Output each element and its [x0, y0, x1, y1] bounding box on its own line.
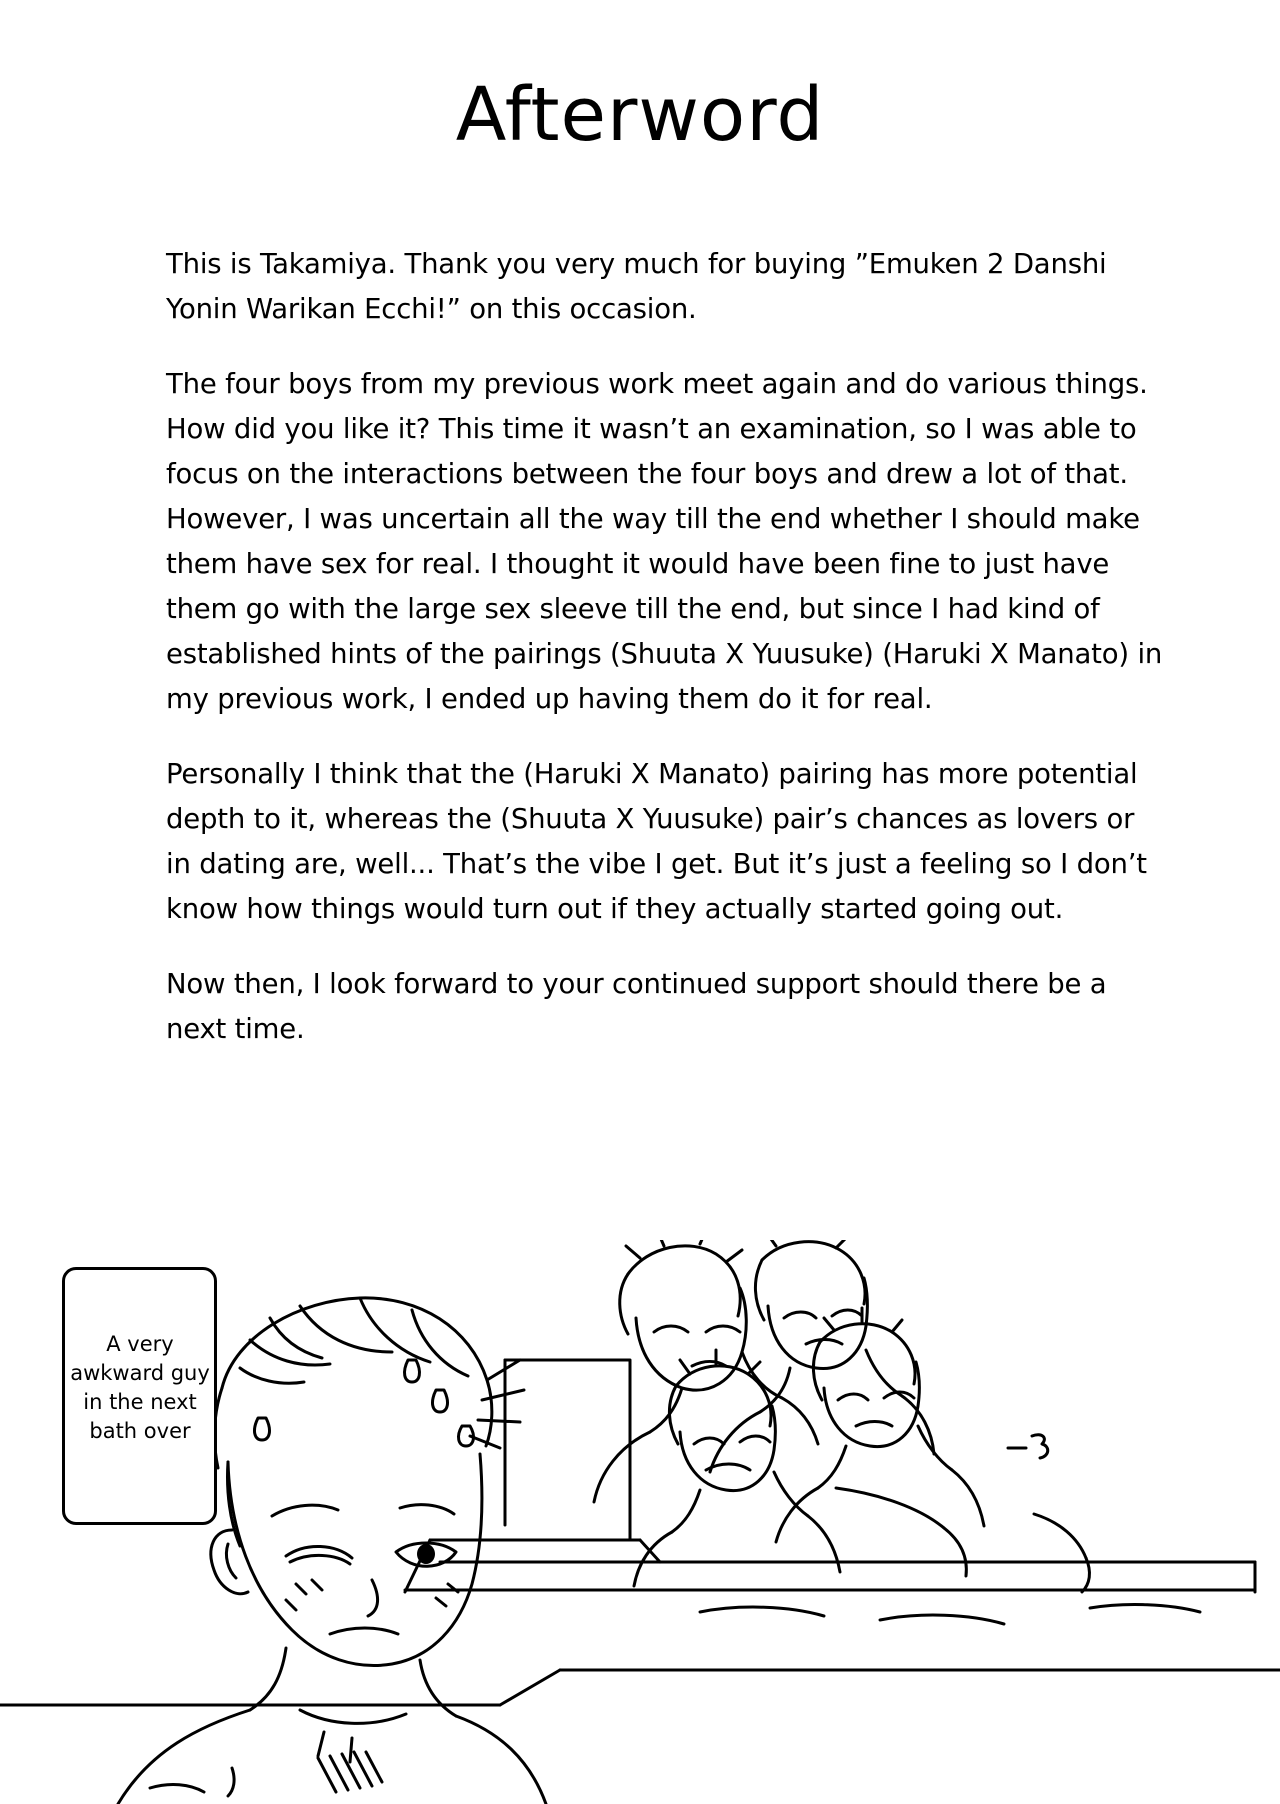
- paragraph-4: Now then, I look forward to your continued support should there be a next time.: [166, 968, 1107, 1045]
- page-title: Afterword: [455, 72, 825, 158]
- afterword-body: [166, 242, 1166, 1052]
- speech-bubble-text: A very awkward guy in the next bath over: [70, 1332, 210, 1443]
- paragraph-3: Personally I think that the (Haruki X Manato) pairing has more potential depth to it, whereas the (Shuuta X Yuusuke) pair’s chances as lovers or in dating are, well... That’s the vibe I get. But it’s just a feeling so I don’t know how things would turn out if they actually started going out.: [166, 758, 1147, 925]
- paragraph-1: This is Takamiya. Thank you very much for buying ”Emuken 2 Danshi Yonin Warikan Ecchi!” on this occasion.: [166, 248, 1107, 325]
- paragraph-2: The four boys from my previous work meet again and do various things. How did you like it? This time it wasn’t an examination, so I was able to focus on the interactions between the four boys and drew a lot of that. However, I was uncertain all the way till the end whether I should make them have sex for real. I thought it would have been fine to just have them go with the large sex sleeve till the end, but since I had kind of established hints of the pairings (Shuuta X Yuusuke) (Haruki X Manato) in my previous work, I ended up having them do it for real.: [166, 368, 1163, 715]
